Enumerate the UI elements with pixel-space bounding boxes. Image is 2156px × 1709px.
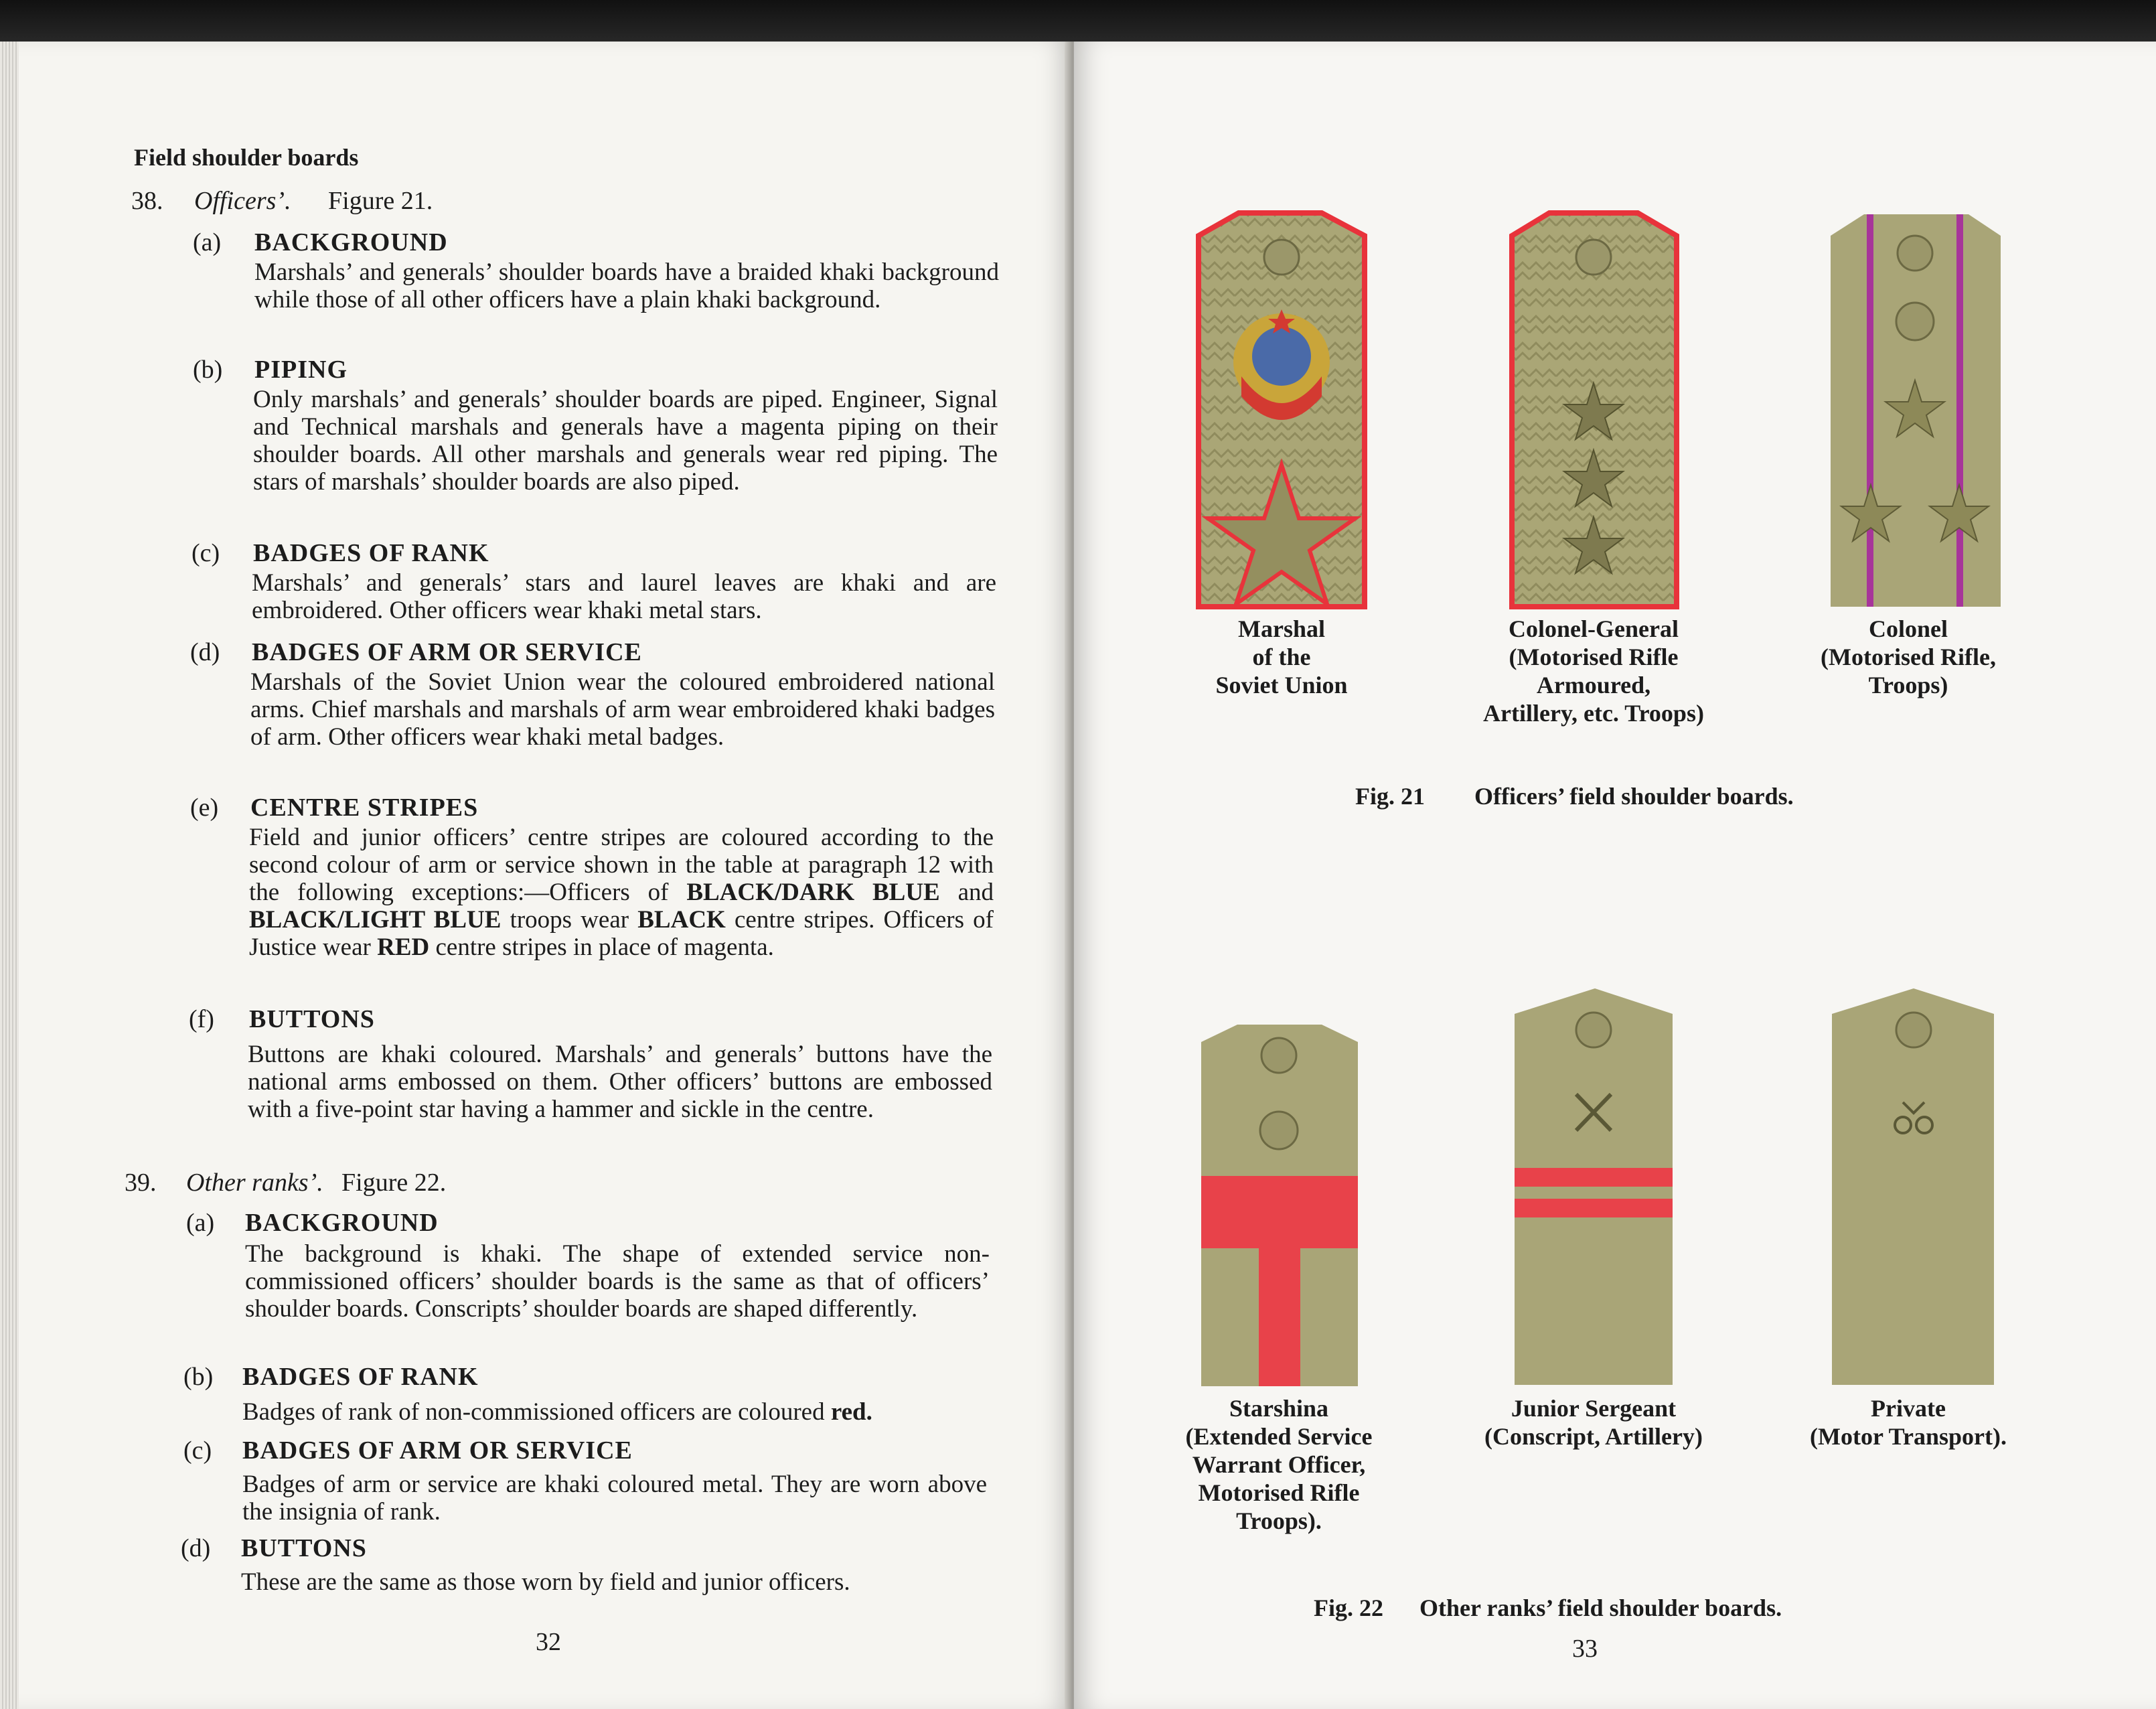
button-icon — [1576, 1013, 1611, 1047]
para-39-number: 39. — [125, 1169, 157, 1197]
label-starshina: Starshina (Extended Service Warrant Officer, Motorised Rifle Troops). — [1185, 1395, 1373, 1534]
item-heading: BUTTONS — [241, 1534, 367, 1562]
item-letter: (d) — [181, 1534, 211, 1562]
colonel-general-board — [1512, 213, 1677, 607]
junior-sergeant-board — [1515, 988, 1673, 1385]
item-text: The background is khaki. The shape of extended service non-commissioned officers’ shoulder boards is the same as that of officers’ shoulder boards. Conscripts’ shoulder boards are shaped differently. — [245, 1240, 990, 1323]
item-heading: CENTRE STRIPES — [250, 794, 479, 822]
fig21-number: Fig. 21 — [1355, 783, 1425, 810]
button-icon — [1896, 1013, 1931, 1047]
item-letter: (c) — [191, 539, 220, 567]
item-heading: BADGES OF RANK — [242, 1363, 479, 1391]
page-number-left: 32 — [536, 1628, 561, 1656]
rank-t-stripe — [1259, 1248, 1300, 1386]
item-letter: (c) — [183, 1436, 212, 1465]
arm-badge-icon — [1260, 1112, 1298, 1149]
item-text: Only marshals’ and generals’ shoulder boards are piped. Engineer, Signal and Technical marshals and generals have a magenta piping on their shoulder boards. All other marshals and generals wear red piping. The stars of marshals’ shoulder boards are also piped. — [253, 386, 998, 496]
button-icon — [1898, 236, 1932, 271]
arm-badge-icon — [1896, 303, 1934, 340]
colonel-board — [1831, 214, 2001, 607]
item-text: These are the same as those worn by field and junior officers. — [241, 1568, 850, 1596]
item-letter: (b) — [193, 356, 223, 384]
button-icon — [1264, 240, 1299, 275]
item-letter: (b) — [183, 1363, 214, 1391]
label-junior-sergeant: Junior Sergeant (Conscript, Artillery) — [1484, 1395, 1703, 1450]
section-title: Field shoulder boards — [134, 144, 359, 171]
item-text: Field and junior officers’ centre stripes are coloured according to the second colour of arm or service shown in the table at paragraph 12 with the following exceptions:—Officers of BLACK/DARK BLUE and BLACK/LIGHT BLUE troops wear BLACK centre stripes. Officers of Justice wear RED centre stripes in place of magenta. — [249, 824, 994, 961]
starshina-board — [1201, 1025, 1358, 1386]
para-39-title: Other ranks’. — [186, 1169, 323, 1197]
para-38-number: 38. — [131, 187, 163, 215]
private-board — [1832, 988, 1994, 1385]
item-letter: (e) — [190, 794, 219, 822]
item-heading: BADGES OF ARM OR SERVICE — [252, 638, 642, 666]
para-38-figure: Figure 21. — [328, 187, 433, 215]
item-letter: (f) — [189, 1005, 214, 1033]
item-text: Badges of arm or service are khaki coloured metal. They are worn above the insignia of rank. — [242, 1471, 987, 1526]
fig22-caption: Other ranks’ field shoulder boards. — [1419, 1594, 1782, 1621]
rank-stripe — [1515, 1199, 1673, 1217]
centre-stripe-right — [1956, 214, 1963, 607]
rank-stripe — [1515, 1168, 1673, 1187]
item-heading: BADGES OF RANK — [253, 539, 489, 567]
item-heading: BACKGROUND — [254, 228, 448, 256]
page-number-right: 33 — [1572, 1635, 1598, 1663]
centre-stripe-left — [1867, 214, 1873, 607]
item-heading: BADGES OF ARM OR SERVICE — [242, 1436, 633, 1465]
item-text: Marshals’ and generals’ stars and laurel leaves are khaki and are embroidered. Other officers wear khaki metal stars. — [252, 569, 996, 624]
label-colonel-general: Colonel-General (Motorised Rifle Armoured, Artillery, etc. Troops) — [1483, 615, 1704, 727]
button-icon — [1576, 240, 1611, 275]
fig21-caption: Officers’ field shoulder boards. — [1474, 783, 1794, 810]
item-text: Badges of rank of non-commissioned officers are coloured red. — [242, 1398, 872, 1426]
item-text: Buttons are khaki coloured. Marshals’ and generals’ buttons have the national arms embossed on them. Other officers’ buttons are embossed with a five-point star having a hammer and sickle in the centre. — [248, 1041, 992, 1123]
marshal-board — [1199, 213, 1365, 607]
para-39-figure: Figure 22. — [341, 1169, 447, 1197]
item-heading: BACKGROUND — [245, 1209, 439, 1237]
item-letter: (a) — [193, 228, 222, 256]
label-marshal: Marshal of the Soviet Union — [1215, 615, 1348, 698]
item-heading: PIPING — [254, 356, 348, 384]
label-private: Private (Motor Transport). — [1810, 1395, 2007, 1450]
button-icon — [1261, 1038, 1296, 1073]
para-38-title: Officers’. — [194, 187, 291, 215]
item-heading: BUTTONS — [249, 1005, 375, 1033]
item-letter: (d) — [190, 638, 220, 666]
rank-stripe — [1201, 1176, 1358, 1248]
fig22-number: Fig. 22 — [1314, 1594, 1383, 1621]
item-text: Marshals’ and generals’ shoulder boards have a braided khaki background while those of all other officers have a plain khaki background. — [254, 258, 999, 313]
item-text: Marshals of the Soviet Union wear the coloured embroidered national arms. Chief marshals and marshals of arm wear embroidered khaki badges of arm. Other officers wear khaki metal badges. — [250, 668, 995, 751]
item-letter: (a) — [186, 1209, 215, 1237]
label-colonel: Colonel (Motorised Rifle, Troops) — [1821, 615, 1996, 698]
book-shadow-top — [0, 0, 2156, 47]
